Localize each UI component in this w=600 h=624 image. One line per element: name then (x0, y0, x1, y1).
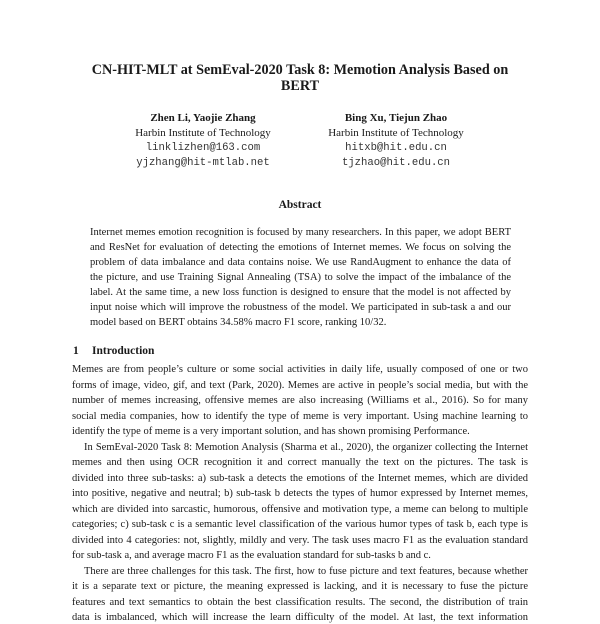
abstract-line: problem of data imbalance and data contains noise. We use RandAugment to enhance the data of (90, 257, 511, 268)
author-block-1 (103, 111, 303, 171)
author-email[interactable]: linklizhen@163.com (145, 142, 261, 154)
author-email[interactable]: yjzhang@hit-mtlab.net (136, 157, 270, 169)
abstract-line: and ResNet for evaluation of detecting the emotions of Internet memes. We focus on solving the (90, 242, 511, 253)
abstract-line: Internet memes emotion recognition is focused by many researchers. In this paper, we adopt BERT (90, 227, 511, 238)
abstract-line: label. At the same time, a new loss function is designed to ensure that the model is not affected by (90, 287, 511, 298)
body-line: categories; c) sub-task c is a semantic level classification of the various humor types of task b, each type is (72, 519, 528, 530)
body-line: Memes are from people’s culture or some social activities in daily life, usually composed of one or two (72, 364, 528, 375)
body-line: it is a separate text or picture, the meaning expressed is lacking, and it is necessary to fuse the picture (72, 581, 528, 592)
body-line: which are divided into sarcastic, humorous, offensive and motivation type, a meme can belong to multiple (72, 504, 528, 515)
author-affiliation: Harbin Institute of Technology (328, 127, 464, 139)
abstract-line: model based on BERT obtains 34.58% macro F1 score, ranking 10/32. (90, 317, 387, 328)
body-line: number of memes increasing, offensive memes are also increasing (Williams et al., 2016). So for many (72, 395, 528, 406)
author-email[interactable]: tjzhao@hit.edu.cn (341, 157, 451, 169)
author-names: Bing Xu, Tiejun Zhao (344, 112, 448, 124)
body-line: features and text semantics to obtain the best classification results. The second, the distribution of train (72, 597, 528, 608)
body-line: social media companies, how to identify the type of meme is very important. Using machine learning to (72, 411, 528, 422)
author-names: Zhen Li, Yaojie Zhang (150, 112, 256, 124)
paper-title-line-1: CN-HIT-MLT at SemEval-2020 Task 8: Memotion Analysis Based on (91, 62, 509, 78)
body-line: identify the type of meme is a very important solution, and has shown promising Performance. (72, 426, 470, 437)
section-heading: Introduction (92, 345, 155, 357)
body-line: for sub-task a, and average macro F1 as the evaluation standard for sub-tasks b and c. (72, 550, 431, 561)
section-number: 1 (73, 345, 79, 357)
abstract-line: the picture, and use Training Signal Annealing (TSA) to solve the impact of the imbalance of the (90, 272, 511, 283)
body-line: divided into three sub-tasks: a) sub-task a detects the emotions of the Internet memes, which are divided (72, 473, 528, 484)
abstract-heading: Abstract (278, 199, 322, 211)
author-email[interactable]: hitxb@hit.edu.cn (345, 142, 447, 154)
body-line: memes and then using OCR recognition it and correct manually the text on the pictures. The task is (72, 457, 528, 468)
author-block-2 (296, 111, 496, 171)
body-line: There are three challenges for this task. The first, how to fuse picture and text features, because whether (84, 566, 528, 577)
author-affiliation: Harbin Institute of Technology (135, 127, 271, 139)
body-line: data is imbalanced, which will increase the learn difficulty of the model. At last, the text information (72, 612, 528, 623)
body-line: into positive, negative and neutral; b) sub-task b detects the types of humor expressed by Internet memes, (72, 488, 528, 499)
body-line: In SemEval-2020 Task 8: Memotion Analysis (Sharma et al., 2020), the organizer collecting the Internet (84, 442, 528, 453)
body-line: divided into 4 categories: not, slightly, mildly and very. The task uses macro F1 as the evaluation standard (72, 535, 528, 546)
abstract-line: input noise which will improve the robustness of the model. We participated in sub-task a and our (90, 302, 511, 313)
paper-title-line-2: BERT (280, 78, 320, 94)
body-line: forms of image, video, gif, and text (Park, 2020). Memes are active in people’s social media, but with the (72, 380, 528, 391)
